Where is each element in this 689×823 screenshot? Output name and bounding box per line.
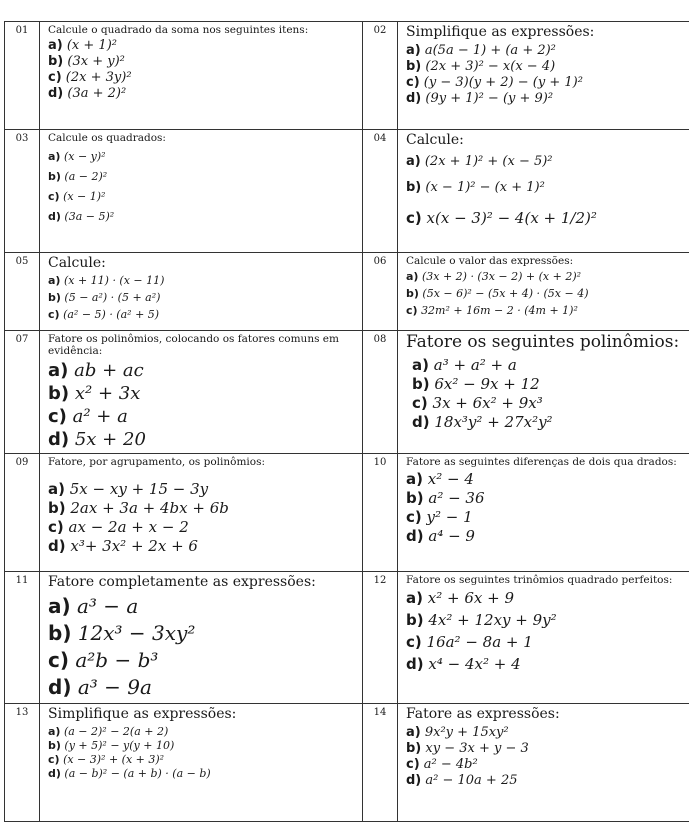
exercise-instruction: Calcule:	[48, 255, 106, 271]
exercise-instruction: Fatore, por agrupamento, os polinômios:	[48, 456, 266, 468]
exercise-09	[40, 454, 363, 572]
exercise-06	[398, 253, 689, 331]
exercise-instruction: Fatore as expressões:	[406, 706, 560, 722]
exercise-number: 14	[363, 704, 398, 822]
exercise-number: 10	[363, 454, 398, 572]
exercise-10	[398, 454, 689, 572]
exercise-instruction: Calcule o quadrado da soma nos seguintes itens:	[48, 24, 309, 36]
exercise-item: d) 5x + 20	[48, 429, 146, 450]
exercise-instruction: Simplifique as expressões:	[406, 24, 595, 40]
exercise-item: d) a² − 10a + 25	[406, 773, 518, 788]
exercise-item: b) (5x − 6)² − (5x + 4) · (5x − 4)	[406, 287, 589, 300]
exercise-number: 04	[363, 130, 398, 253]
exercise-item: a) 9x²y + 15xy²	[406, 725, 509, 740]
exercise-number: 07	[5, 331, 40, 454]
exercise-item: c) x(x − 3)² − 4(x + 1/2)²	[406, 209, 597, 227]
exercise-table	[4, 21, 689, 822]
exercise-number: 03	[5, 130, 40, 253]
exercise-instruction: Fatore completamente as expressões:	[48, 574, 316, 590]
exercise-instruction: Simplifique as expressões:	[48, 706, 237, 722]
exercise-item: a) x² − 4	[406, 470, 474, 488]
exercise-item: c) a² + a	[48, 406, 128, 427]
exercise-08	[398, 331, 689, 454]
exercise-item: a) (3x + 2) · (3x − 2) + (x + 2)²	[406, 270, 582, 283]
exercise-13	[40, 704, 363, 822]
exercise-item: c) (x − 1)²	[48, 190, 106, 203]
exercise-item: b) x² + 3x	[48, 383, 141, 404]
exercise-instruction: Fatore as seguintes diferenças de dois qua drados:	[406, 456, 677, 468]
exercise-item: b) (a − 2)²	[48, 170, 108, 183]
exercise-item: d) (3a + 2)²	[48, 86, 127, 101]
exercise-11	[40, 572, 363, 704]
exercise-item: d) a⁴ − 9	[406, 527, 475, 545]
exercise-item: d) a³ − 9a	[48, 675, 152, 699]
exercise-07	[40, 331, 363, 454]
exercise-item: a) a³ + a² + a	[412, 356, 517, 374]
exercise-item: b) 4x² + 12xy + 9y²	[406, 611, 557, 629]
exercise-item: b) (5 − a²) · (5 + a²)	[48, 291, 161, 304]
exercise-item: c) a²b − b³	[48, 648, 159, 672]
exercise-item: b) a² − 36	[406, 489, 485, 507]
exercise-item: a) (a − 2)² − 2(a + 2)	[48, 725, 169, 738]
exercise-item: b) 12x³ − 3xy²	[48, 621, 196, 645]
exercise-item: c) 16a² − 8a + 1	[406, 633, 533, 651]
exercise-item: b) xy − 3x + y − 3	[406, 741, 529, 756]
exercise-item: a) 5x − xy + 15 − 3y	[48, 480, 209, 498]
exercise-item: a) a³ − a	[48, 594, 139, 618]
exercise-item: b) (y + 5)² − y(y + 10)	[48, 739, 175, 752]
exercise-item: c) (y − 3)(y + 2) − (y + 1)²	[406, 75, 583, 90]
exercise-item: c) (2x + 3y)²	[48, 70, 132, 85]
exercise-number: 11	[5, 572, 40, 704]
exercise-instruction: Fatore os seguintes trinômios quadrado perfeitos:	[406, 574, 673, 586]
exercise-item: a) (x + 11) · (x − 11)	[48, 274, 165, 287]
exercise-item: a) ab + ac	[48, 360, 144, 381]
exercise-instruction: Fatore os polinômios, colocando os fatores comuns em evidência:	[48, 333, 339, 357]
exercise-item: d) (a − b)² − (a + b) · (a − b)	[48, 767, 211, 780]
exercise-01	[40, 22, 363, 130]
exercise-item: b) 6x² − 9x + 12	[412, 375, 540, 393]
exercise-03	[40, 130, 363, 253]
exercise-item: b) 2ax + 3a + 4bx + 6b	[48, 499, 229, 517]
exercise-12	[398, 572, 689, 704]
exercise-item: d) (9y + 1)² − (y + 9)²	[406, 91, 554, 106]
exercise-05	[40, 253, 363, 331]
exercise-number: 06	[363, 253, 398, 331]
exercise-item: b) (2x + 3)² − x(x − 4)	[406, 59, 556, 74]
exercise-item: c) 32m² + 16m − 2 · (4m + 1)²	[406, 304, 578, 317]
exercise-item: d) x³+ 3x² + 2x + 6	[48, 537, 198, 555]
exercise-item: b) (x − 1)² − (x + 1)²	[406, 180, 545, 195]
exercise-item: c) a² − 4b²	[406, 757, 478, 772]
exercise-item: a) x² + 6x + 9	[406, 589, 514, 607]
exercise-item: c) ax − 2a + x − 2	[48, 518, 189, 536]
exercise-item: c) y² − 1	[406, 508, 473, 526]
exercise-item: c) (a² − 5) · (a² + 5)	[48, 308, 160, 321]
exercise-number: 13	[5, 704, 40, 822]
exercise-number: 12	[363, 572, 398, 704]
exercise-item: d) (3a − 5)²	[48, 210, 115, 223]
exercise-instruction: Fatore os seguintes polinômios:	[406, 332, 680, 352]
exercise-number: 08	[363, 331, 398, 454]
exercise-item: b) (3x + y)²	[48, 54, 125, 69]
exercise-instruction: Calcule os quadrados:	[48, 132, 166, 144]
exercise-instruction: Calcule o valor das expressões:	[406, 255, 574, 267]
exercise-number: 09	[5, 454, 40, 572]
exercise-item: a) (x + 1)²	[48, 38, 117, 53]
exercise-number: 05	[5, 253, 40, 331]
exercise-number: 02	[363, 22, 398, 130]
exercise-item: a) a(5a − 1) + (a + 2)²	[406, 43, 556, 58]
exercise-02	[398, 22, 689, 130]
exercise-04	[398, 130, 689, 253]
exercise-item: d) x⁴ − 4x² + 4	[406, 655, 521, 673]
exercise-item: a) (2x + 1)² + (x − 5)²	[406, 154, 553, 169]
exercise-instruction: Calcule:	[406, 132, 464, 148]
exercise-14	[398, 704, 689, 822]
exercise-item: d) 18x³y² + 27x²y²	[412, 413, 553, 431]
exercise-item: c) 3x + 6x² + 9x³	[412, 394, 543, 412]
exercise-item: a) (x − y)²	[48, 150, 106, 163]
exercise-number: 01	[5, 22, 40, 130]
exercise-item: c) (x − 3)² + (x + 3)²	[48, 753, 165, 766]
